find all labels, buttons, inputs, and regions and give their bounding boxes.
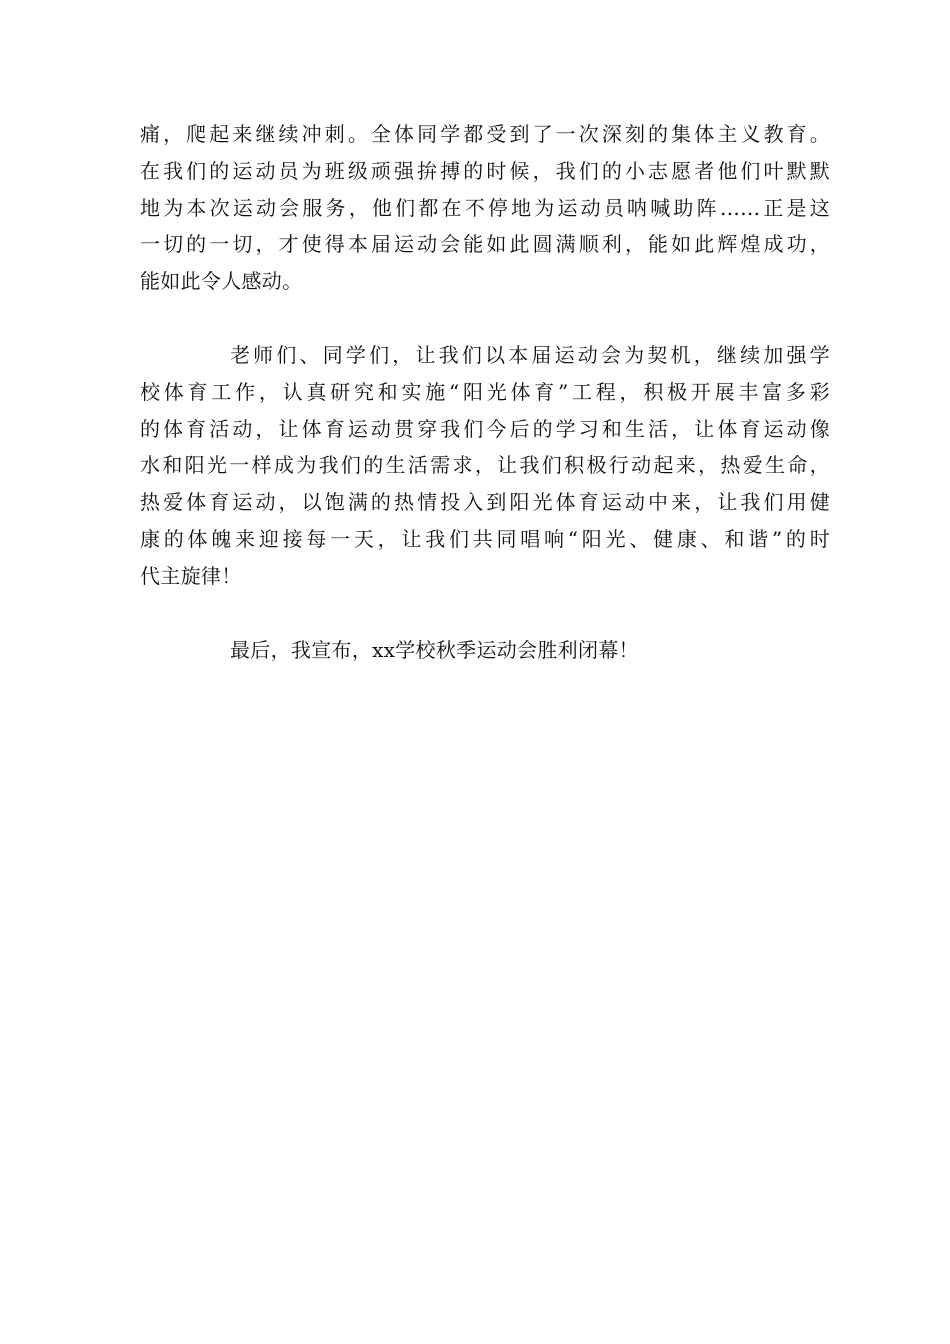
paragraph-2-line-3: 的体育活动，让体育运动贯穿我们今后的学习和生活，让体育运动像 — [140, 416, 830, 441]
paragraph-1-line-3: 地为本次运动会服务，他们都在不停地为运动员呐喊助阵……正是这 — [140, 195, 830, 220]
paragraph-2-line-4: 水和阳光一样成为我们的生活需求，让我们积极行动起来，热爱生命， — [140, 453, 830, 478]
paragraph-1-line-5: 能如此令人感动。 — [140, 269, 303, 294]
paragraph-2-line-1: 老师们、同学们，让我们以本届运动会为契机，继续加强学 — [230, 342, 830, 367]
paragraph-2-line-6: 康的体魄来迎接每一天，让我们共同唱响“阳光、健康、和谐”的时 — [140, 526, 830, 551]
paragraph-spacer — [140, 595, 830, 632]
paragraph-2-line-7: 代主旋律！ — [140, 563, 242, 588]
paragraph-spacer — [140, 300, 830, 337]
paragraph-1-line-1: 痛，爬起来继续冲刺。全体同学都受到了一次深刻的集体主义教育。 — [140, 122, 830, 146]
paragraph-2-line-2: 校体育工作，认真研究和实施“阳光体育”工程，积极开展丰富多彩 — [140, 379, 830, 404]
paragraph-1-line-4: 一切的一切，才使得本届运动会能如此圆满顺利，能如此辉煌成功， — [140, 232, 830, 257]
document-body — [140, 116, 830, 668]
paragraph-2-line-5: 热爱体育运动，以饱满的热情投入到阳光体育运动中来，让我们用健 — [140, 490, 830, 515]
paragraph-1-line-2: 在我们的运动员为班级顽强拚搏的时候，我们的小志愿者他们叶默默 — [140, 158, 830, 183]
paragraph-3-line-1: 最后，我宣布，xx学校秋季运动会胜利闭幕！ — [230, 637, 639, 662]
